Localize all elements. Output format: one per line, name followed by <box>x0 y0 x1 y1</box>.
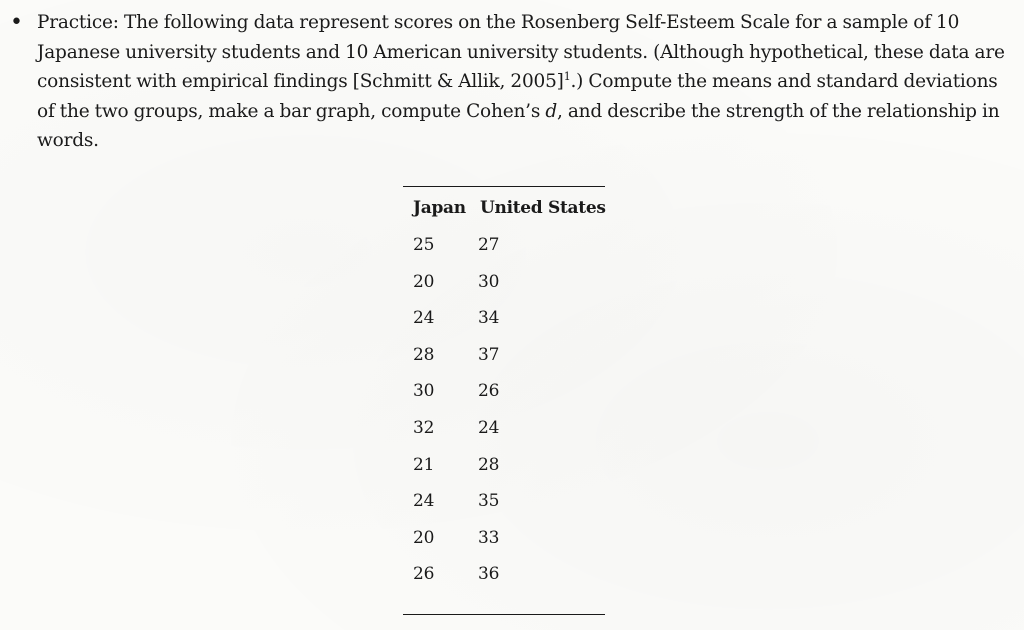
cell-united-states-7: 28 <box>478 455 500 475</box>
cell-united-states-5: 26 <box>478 381 500 401</box>
header-united-states: United States <box>480 198 606 218</box>
cell-japan-4: 28 <box>413 345 435 365</box>
cell-japan-7: 21 <box>413 455 435 475</box>
paragraph-line-4-start: of the two groups, make a bar graph, compute Cohen’s <box>37 100 546 122</box>
paragraph-line-3 <box>37 67 1019 97</box>
paragraph-line-4-end: , and describe the strength of the relationship in <box>556 100 1000 122</box>
cell-united-states-3: 34 <box>478 308 500 328</box>
cell-japan-5: 30 <box>413 381 435 401</box>
cell-united-states-1: 27 <box>478 235 500 255</box>
cell-united-states-10: 36 <box>478 564 500 584</box>
practice-paragraph <box>37 8 1019 156</box>
cell-japan-2: 20 <box>413 272 435 292</box>
paragraph-line-5: words. <box>37 130 99 151</box>
cohens-d-symbol: d <box>545 100 557 122</box>
cell-japan-6: 32 <box>413 418 435 438</box>
cell-japan-3: 24 <box>413 308 435 328</box>
cell-japan-1: 25 <box>413 235 435 255</box>
bullet-point: • <box>10 10 23 35</box>
footnote-marker: 1 <box>563 69 571 83</box>
paragraph-line-3-end: .) Compute the means and standard deviations <box>570 71 998 92</box>
cell-japan-9: 20 <box>413 528 435 548</box>
cell-japan-10: 26 <box>413 564 435 584</box>
paragraph-line-3-start: consistent with empirical findings [Schmitt & Allik, 2005] <box>37 71 564 92</box>
table-top-rule <box>403 186 605 187</box>
paragraph-line-1: Practice: The following data represent scores on the Rosenberg Self-Esteem Scale for a sample of 10 <box>37 12 960 33</box>
cell-united-states-4: 37 <box>478 345 500 365</box>
paragraph-line-4 <box>37 97 1019 127</box>
header-japan: Japan <box>413 198 466 218</box>
cell-japan-8: 24 <box>413 491 435 511</box>
cell-united-states-9: 33 <box>478 528 500 548</box>
paragraph-line-2: Japanese university students and 10 American university students. (Although hypothetical, these data are <box>37 41 1005 63</box>
cell-united-states-8: 35 <box>478 491 500 511</box>
cell-united-states-2: 30 <box>478 272 500 292</box>
cell-united-states-6: 24 <box>478 418 500 438</box>
table-bottom-rule <box>403 614 605 615</box>
